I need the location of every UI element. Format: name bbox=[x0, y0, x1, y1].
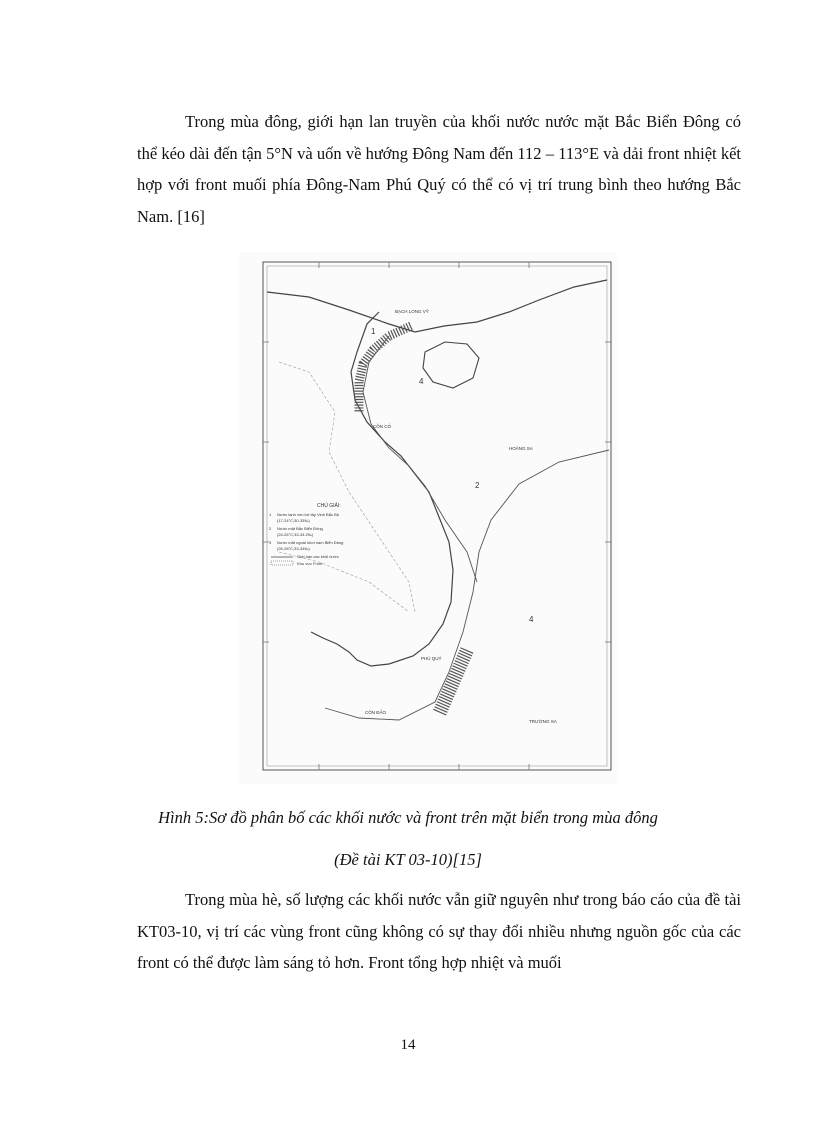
zone-4b-label: 4 bbox=[529, 615, 534, 624]
zone-4a-label: 4 bbox=[419, 377, 424, 386]
legend-item1-num: 1 bbox=[269, 512, 272, 517]
legend-title: CHÚ GIẢI: bbox=[317, 503, 341, 509]
paragraph-winter-front bbox=[137, 106, 741, 232]
page-number: 14 bbox=[400, 1037, 416, 1053]
legend-item2-sub: (24-26°C;33-34.2‰) bbox=[277, 532, 314, 537]
paragraph-1-text: Trong mùa đông, giới hạn lan truyền của khối nước nước mặt Bắc Biển Đông có thể kéo dài đến tận 5°N và uốn về hướng Đông Nam đến 112 – 113°E và dải front nhiệt kết hợp với front muối phía Đông-Nam Phú Quý có thể có vị trí trung bình theo hướng Bắc Nam. [16] bbox=[137, 112, 741, 226]
label-hoang-sa: HOÀNG SA bbox=[509, 446, 533, 451]
label-con-co: CỒN CỎ bbox=[373, 424, 391, 429]
legend-line-label: Giới hạn các khối nước bbox=[297, 554, 339, 559]
legend-item3-text: Nước mặt ngoài khơi nam Biển Đông bbox=[277, 540, 344, 545]
label-truong-sa: TRƯỜNG SA bbox=[529, 719, 557, 724]
zone-1-label: 1 bbox=[371, 327, 376, 336]
figure-caption-source: (Đề tài KT 03-10)[15] bbox=[334, 850, 482, 869]
label-con-dao: CÔN ĐẢO bbox=[365, 710, 387, 715]
legend-item1-text: Nước lạnh ven bờ tây Vịnh Bắc Bộ bbox=[277, 512, 339, 517]
label-bach-long-vi: BẠCH LONG VỸ bbox=[395, 309, 429, 314]
zone-2-label: 2 bbox=[475, 481, 480, 490]
legend-item3-sub: (26-28°C;33-34‰) bbox=[277, 546, 310, 551]
paragraph-summer bbox=[137, 884, 741, 979]
figure-caption: Hình 5:Sơ đồ phân bố các khối nước và front trên mặt biển trong mùa đông bbox=[158, 808, 658, 827]
label-phu-quy: PHÚ QUÝ bbox=[421, 656, 442, 661]
paragraph-2-text: Trong mùa hè, số lượng các khối nước vẫn giữ nguyên như trong báo cáo của đề tài KT03-10, vị trí các vùng front cũng không có sự thay đổi nhiều nhưng nguồn gốc của các front có thể được làm sáng tỏ hơn. Front tổng hợp nhiệt và muối bbox=[137, 890, 741, 972]
legend-hatch-label: Khu vực Front bbox=[297, 561, 323, 566]
legend-item2-text: Nước mặt Bắc Biển Đông bbox=[277, 526, 323, 531]
legend-item1-sub: (17-24°C;30-33‰) bbox=[277, 518, 310, 523]
winter-water-mass-map bbox=[239, 252, 617, 784]
legend-item2-num: 2 bbox=[269, 526, 272, 531]
legend-item3-num: 3 bbox=[269, 540, 272, 545]
